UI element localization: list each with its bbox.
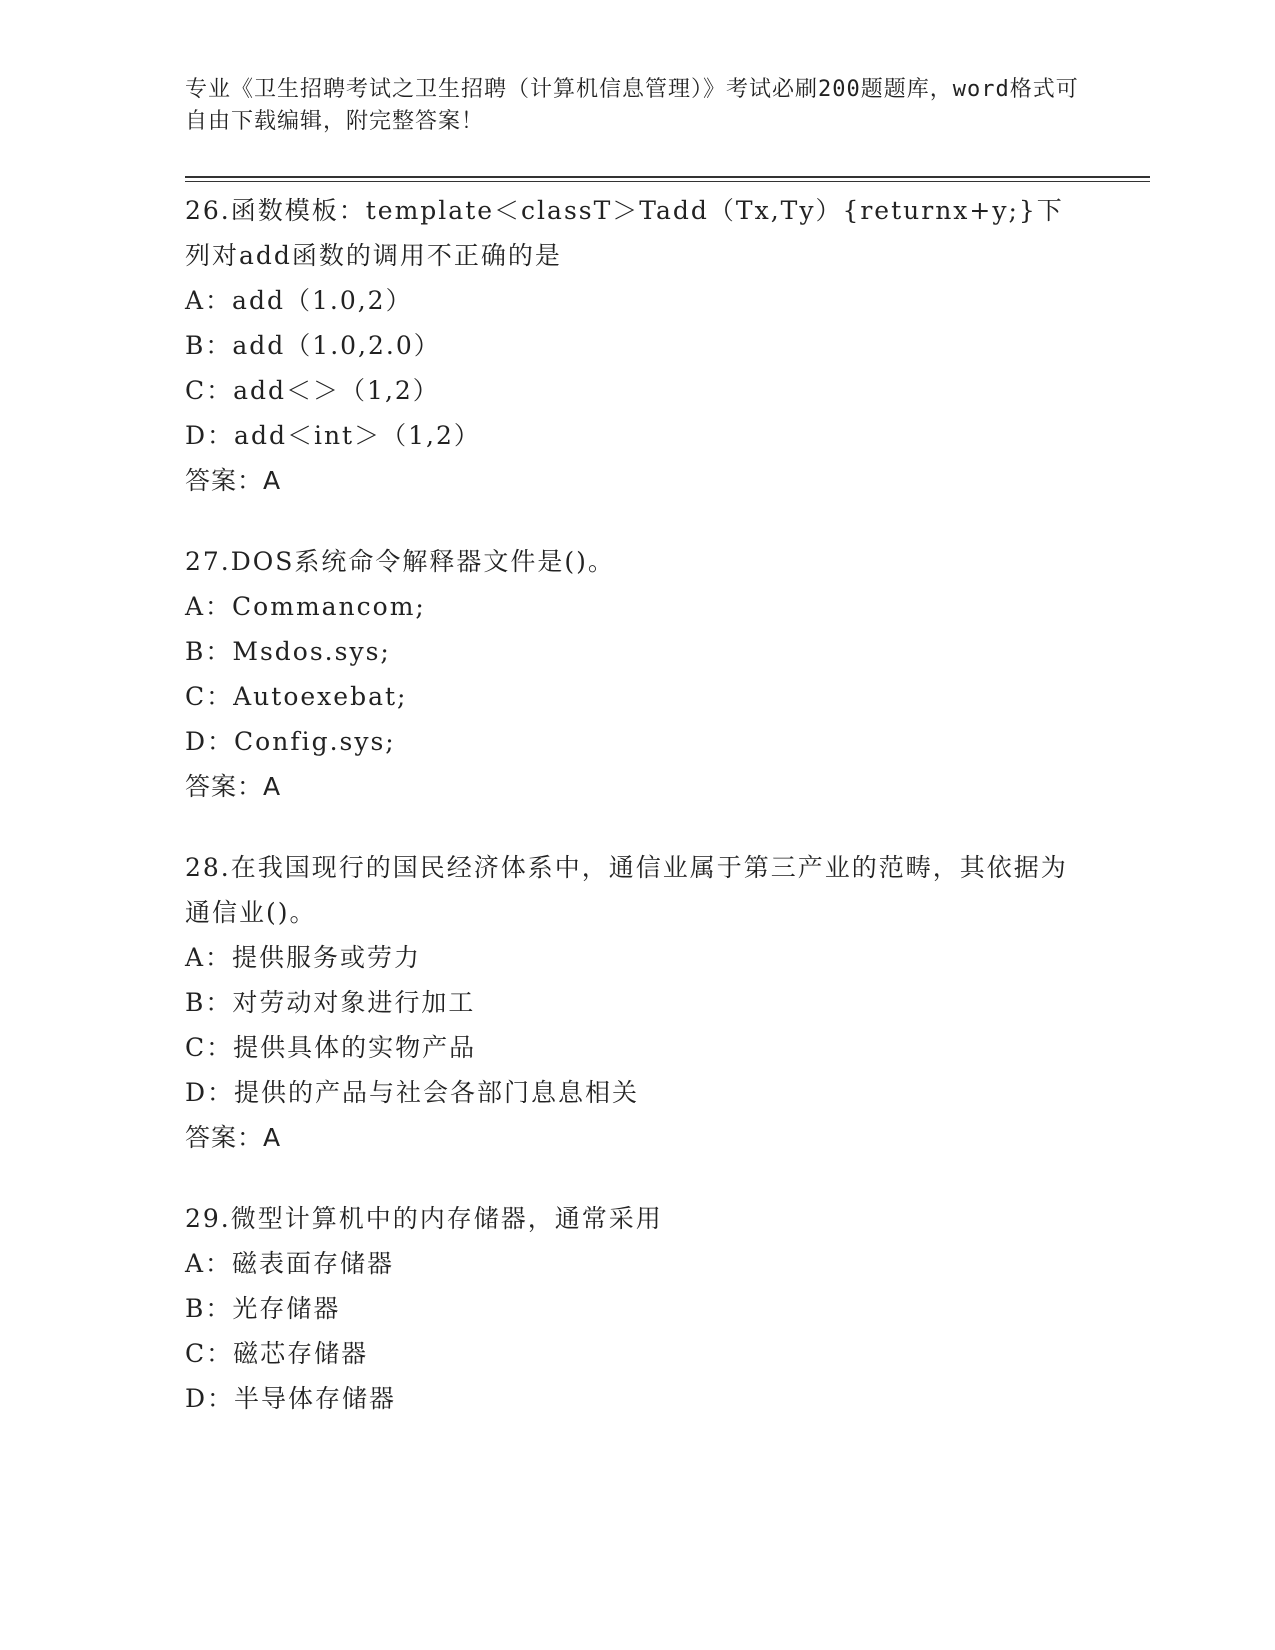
option-c: C：磁芯存储器 <box>185 1339 369 1368</box>
option-b: B：Msdos.sys; <box>185 637 391 666</box>
option-a: A：磁表面存储器 <box>185 1249 395 1278</box>
answer-line: 答案：A <box>185 1123 282 1152</box>
option-c: C：Autoexebat; <box>185 682 408 711</box>
option-d: D：半导体存储器 <box>185 1384 397 1413</box>
answer-line: 答案：A <box>185 772 282 801</box>
question-28 <box>185 845 1085 1160</box>
question-text: 26.函数模板：template＜classT＞Tadd（Tx,Ty）{returnx+y;}下列对add函数的调用不正确的是 <box>185 196 1064 270</box>
option-a: A：提供服务或劳力 <box>185 943 422 972</box>
header-divider-thin <box>185 181 1150 182</box>
option-a: A：add（1.0,2） <box>185 286 413 315</box>
question-text: 27.DOS系统命令解释器文件是()。 <box>185 547 615 576</box>
document-header: 专业《卫生招聘考试之卫生招聘（计算机信息管理）》考试必刷200题题库，word格式可自由下载编辑，附完整答案！ <box>185 77 1079 134</box>
question-29 <box>185 1196 1085 1421</box>
answer-line: 答案：A <box>185 466 282 495</box>
question-list <box>185 188 1085 1457</box>
option-b: B：光存储器 <box>185 1294 341 1323</box>
option-c: C：提供具体的实物产品 <box>185 1033 477 1062</box>
option-b: B：add（1.0,2.0） <box>185 331 441 360</box>
question-26 <box>185 188 1085 503</box>
option-d: D：Config.sys; <box>185 727 396 756</box>
question-text: 28.在我国现行的国民经济体系中，通信业属于第三产业的范畴，其依据为通信业()。 <box>185 853 1068 927</box>
option-a: A：Commancom; <box>185 592 426 621</box>
option-d: D：add＜int＞（1,2） <box>185 421 481 450</box>
question-27 <box>185 539 1085 809</box>
option-c: C：add＜＞（1,2） <box>185 376 440 405</box>
question-text: 29.微型计算机中的内存储器，通常采用 <box>185 1204 663 1233</box>
option-b: B：对劳动对象进行加工 <box>185 988 476 1017</box>
option-d: D：提供的产品与社会各部门息息相关 <box>185 1078 640 1107</box>
header-divider <box>185 176 1150 178</box>
